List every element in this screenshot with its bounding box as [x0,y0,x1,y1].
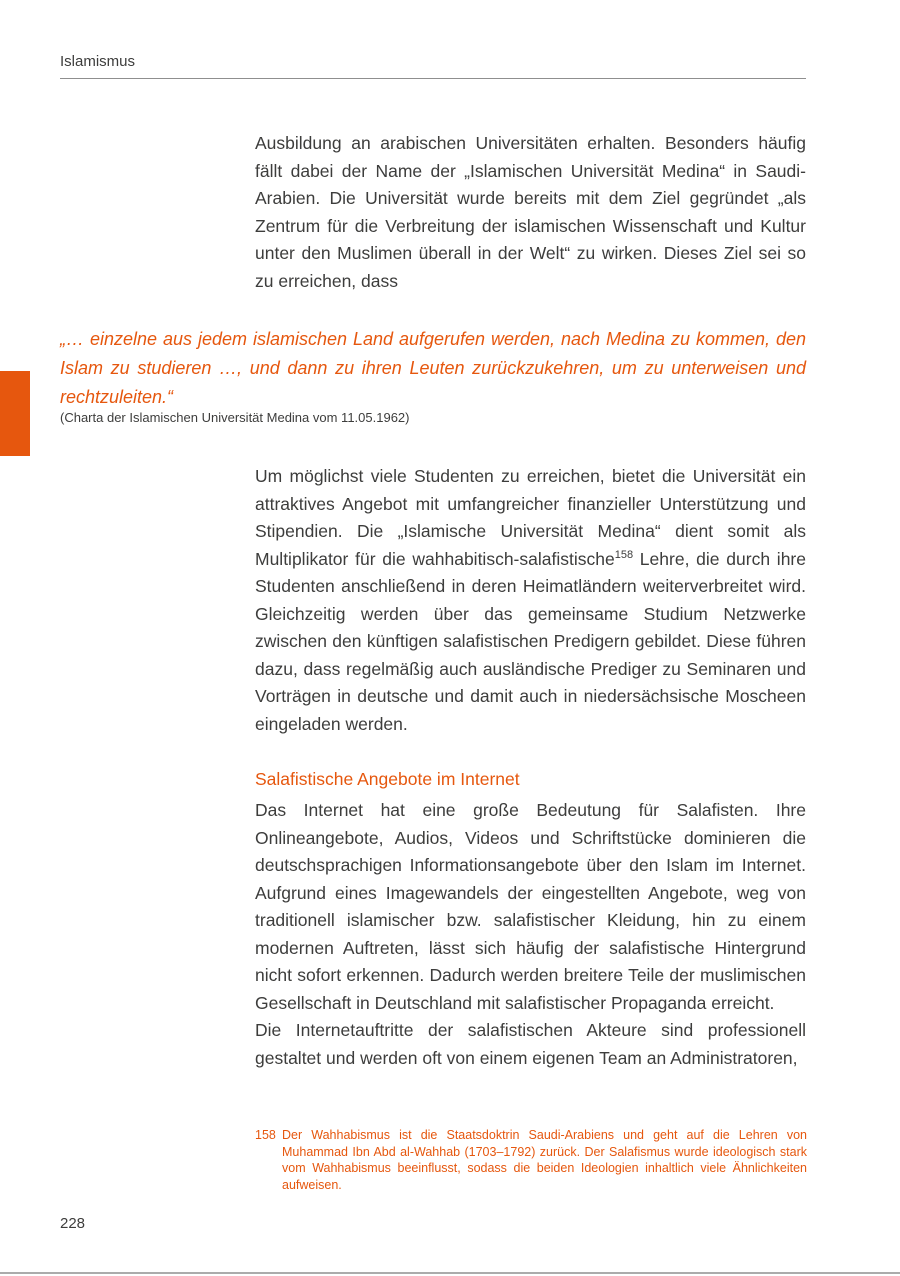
page-number: 228 [60,1215,86,1232]
quote-source: (Charta der Islamischen Universität Medina vom 11.05.1962) [60,410,410,425]
pull-quote: „… einzelne aus jedem islamischen Land aufgerufen werden, nach Medina zu kommen, den Islam zu studieren …, und dann zu ihren Leuten zurückzukehren, um zu unterweisen und rechtzuleiten.“ [60,329,806,407]
paragraph-internet: Das Internet hat eine große Bedeutung für Salafisten. Ihre Onlineangebote, Audios, Videos und Schriftstücke dominieren die deutschsprachigen Informationsangebote über den Islam im Internet. Aufgrund eines Imagewandels der eingestellten Angebote, weg von traditionell islamischer bzw. salafistischer Kleidung, hin zu einem modernen Auftreten, lässt sich häufig der salafistische Hintergrund nicht sofort erkennen. Dadurch werden breitere Teile der muslimischen Gesellschaft in Deutschland mit salafistischer Propaganda erreicht. [255,800,806,1013]
paragraph-university-intro: Ausbildung an arabischen Universitäten erhalten. Besonders häufig fällt dabei der Name der „Islamischen Universität Medina“ in Saudi-Arabien. Die Universität wurde bereits mit dem Ziel gegründet „als Zentrum für die Verbreitung der islamischen Wissenschaft und Kultur unter den Muslimen überall in der Welt“ zu wirken. Dieses Ziel sei so zu erreichen, dass [255,133,806,291]
header-rule [60,78,806,79]
footnote-text: Der Wahhabismus ist die Staatsdoktrin Saudi-Arabiens und geht auf die Lehren von Muhammad Ibn Abd al-Wahhab (1703–1792) zurück. Der Salafismus wurde ideologisch stark vom Wahhabismus beeinflusst, sodass die beiden Ideologien inhaltlich viele Ähnlichkeiten aufweisen. [282,1128,807,1192]
footnote [255,1127,807,1193]
paragraph-text-after-ref: Lehre, die durch ihre Studenten anschließend in deren Heimatländern weiterverbreitet wird. Gleichzeitig werden über das gemeinsame Studium Netzwerke zwischen den künftigen salafistischen Predigern gebildet. Diese führen dazu, dass regelmäßig auch ausländische Prediger zu Seminaren und Vorträgen in deutsche und damit auch in niedersächsische Moscheen eingeladen werden. [255,548,806,734]
running-header: Islamismus [60,53,136,70]
footnote-number: 158 [255,1128,276,1142]
paragraph-multiplicator [255,463,806,738]
bottom-rule [0,1272,900,1274]
paragraph-text-before-ref: Um möglichst viele Studenten zu erreichen, bietet die Universität ein attraktives Angebot mit umfangreicher finanzieller Unterstützung und Stipendien. Die „Islamische Universität Medina“ dient somit als Multiplikator für die wahhabitisch-salafistische [255,466,806,569]
footnote-reference: 158 [614,548,634,561]
paragraph-group-internet [255,797,806,1072]
section-heading: Salafistische Angebote im Internet [255,769,520,789]
paragraph-internet-continuation: Die Internetauftritte der salafistischen Akteure sind professionell gestaltet und werden oft von einem eigenen Team an Administratoren, [255,1020,806,1068]
chapter-marker-tab [0,371,30,456]
